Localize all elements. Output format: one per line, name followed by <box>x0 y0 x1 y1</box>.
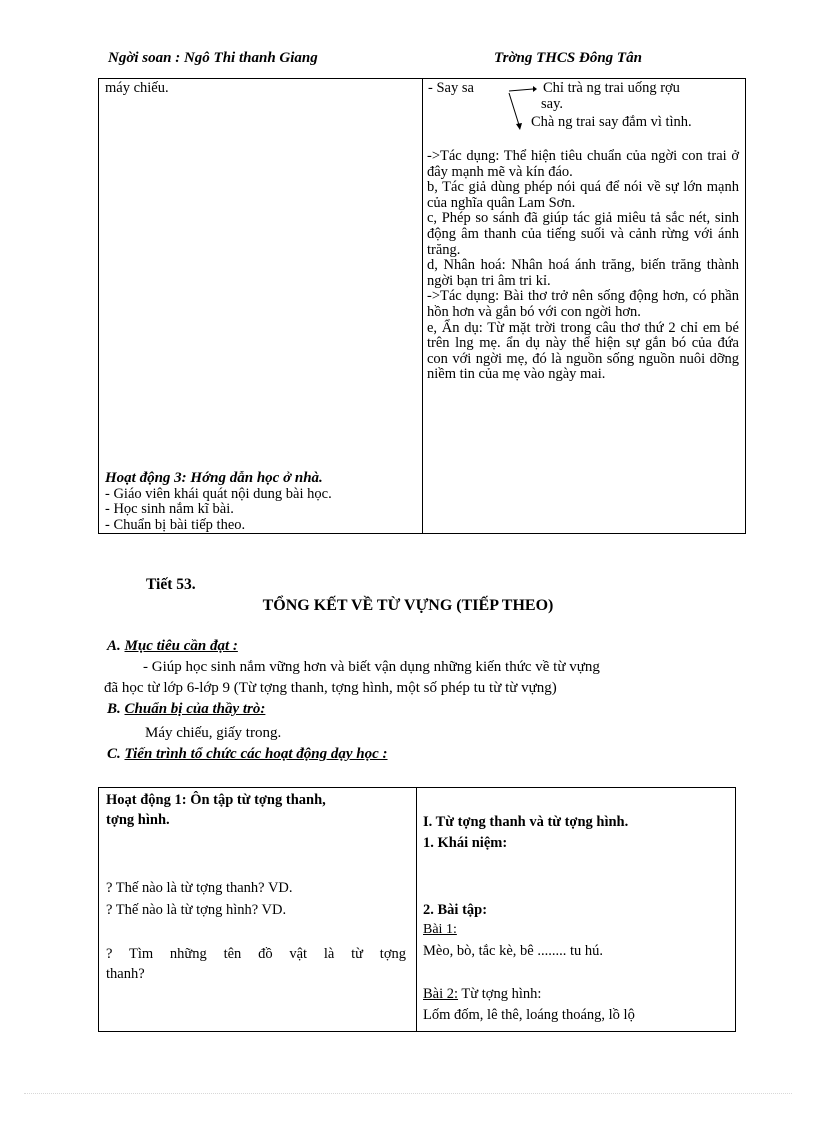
activity-heading-line1: Hoạt động 1: Ôn tập từ tợng thanh, <box>106 792 326 808</box>
section-b-heading <box>107 701 265 718</box>
paragraph: ->Tác dụng: Thể hiện tiêu chuẩn của ngời con trai ở đây mạnh mẽ và kín đáo. <box>427 148 739 180</box>
activity-heading-line2: tợng hình. <box>106 812 170 828</box>
lesson-table-2 <box>98 787 736 1032</box>
homework-line: - Chuẩn bị bài tiếp theo. <box>105 516 246 533</box>
page-edge <box>24 1093 792 1094</box>
bai1-label: Bài 1: <box>423 922 457 937</box>
section-b-title: Chuẩn bị của thầy trò: <box>124 701 266 717</box>
lesson-title: TỔNG KẾT VỀ TỪ VỰNG (TIẾP THEO) <box>262 597 554 614</box>
section-i-heading: I. Từ tợng thanh và từ tợng hình. <box>423 814 629 830</box>
section-a-text-2: đã học từ lớp 6-lớp 9 (Từ tợng thanh, tợng hình, một số phép tu từ từ vựng) <box>104 680 557 696</box>
section-c-title: Tiến trình tổ chức các hoạt động dạy học : <box>124 746 388 762</box>
lesson-table-1 <box>98 78 746 534</box>
branch2-text: Chà ng trai say đắm vì tình. <box>531 114 692 130</box>
section-b-text: Máy chiếu, giấy trong. <box>145 725 282 741</box>
question-3-line1: ? Tìm những tên đồ vật là từ tợng <box>106 946 406 962</box>
bai2-text: Từ tợng hình: <box>458 986 542 1002</box>
homework-line: - Học sinh nắm kĩ bài. <box>105 501 234 518</box>
say-sa-label: - Say sa <box>428 80 474 96</box>
question-1: ? Thế nào là từ tợng thanh? VD. <box>106 880 293 896</box>
homework-heading: Hoạt động 3: Hớng dẫn học ở nhà. <box>105 470 323 486</box>
header-school: Trờng THCS Đông Tân <box>494 50 642 66</box>
question-3-line2: thanh? <box>106 966 145 982</box>
concept-heading: 1. Khái niệm: <box>423 835 508 851</box>
section-a-prefix: A. <box>107 638 125 654</box>
section-a-text-1: - Giúp học sinh nắm vững hơn và biết vận dụng những kiến thức về từ vựng <box>143 659 600 675</box>
paragraph: b, Tác giả dùng phép nói quá để nói về sự lớn mạnh của nghĩa quân Lam Sơn. <box>427 179 739 211</box>
paragraph: c, Phép so sánh đã giúp tác giả miêu tả sắc nét, sinh động âm thanh của tiếng suối và cảnh rừng với ánh trăng. <box>427 210 739 258</box>
homework-line: - Giáo viên khái quát nội dung bài học. <box>105 485 332 502</box>
section-a-heading <box>107 638 238 655</box>
bai2-line2: Lốm đốm, lê thê, loáng thoáng, lồ lộ <box>423 1007 635 1023</box>
lesson-number: Tiết 53. <box>146 576 196 593</box>
left-top-text: máy chiếu. <box>105 80 169 96</box>
section-c-prefix: C. <box>107 746 125 762</box>
paragraph: e, Ẩn dụ: Từ mặt trời trong câu thơ thứ 2 chỉ em bé trên lng mẹ. ẩn dụ này thể hiện sự gắn bó của đứa con với ngời mẹ, đó là nguồn sống nguồn nuôi dỡng niềm tin của mẹ vào ngày mai. <box>427 319 739 383</box>
section-c-heading <box>107 746 388 763</box>
branch1-text: Chỉ trà ng trai uống rợu <box>543 80 680 96</box>
table-divider <box>416 788 417 1031</box>
right-paragraphs <box>427 149 739 383</box>
paragraph: ->Tác dụng: Bài thơ trở nên sống động hơn, có phần hồn hơn và gắn bó với con ngời hơn. <box>427 288 739 320</box>
exercise-heading: 2. Bài tập: <box>423 902 488 918</box>
bai1-text: Mèo, bò, tắc kè, bê ........ tu hú. <box>423 943 604 959</box>
section-a-title: Mục tiêu cần đạt : <box>124 638 238 654</box>
bai2-line <box>423 986 541 1003</box>
branch1-text-cont: say. <box>541 96 564 112</box>
section-b-prefix: B. <box>107 701 125 717</box>
question-2: ? Thế nào là từ tợng hình? VD. <box>106 902 287 918</box>
table-divider <box>422 79 423 533</box>
homework-section <box>105 471 415 533</box>
header-author: Ngời soan : Ngô Thi thanh Giang <box>108 50 318 66</box>
bai2-label: Bài 2: <box>423 986 459 1002</box>
paragraph: d, Nhân hoá: Nhân hoá ánh trăng, biến trăng thành ngời bạn tri âm tri kỉ. <box>427 257 739 289</box>
